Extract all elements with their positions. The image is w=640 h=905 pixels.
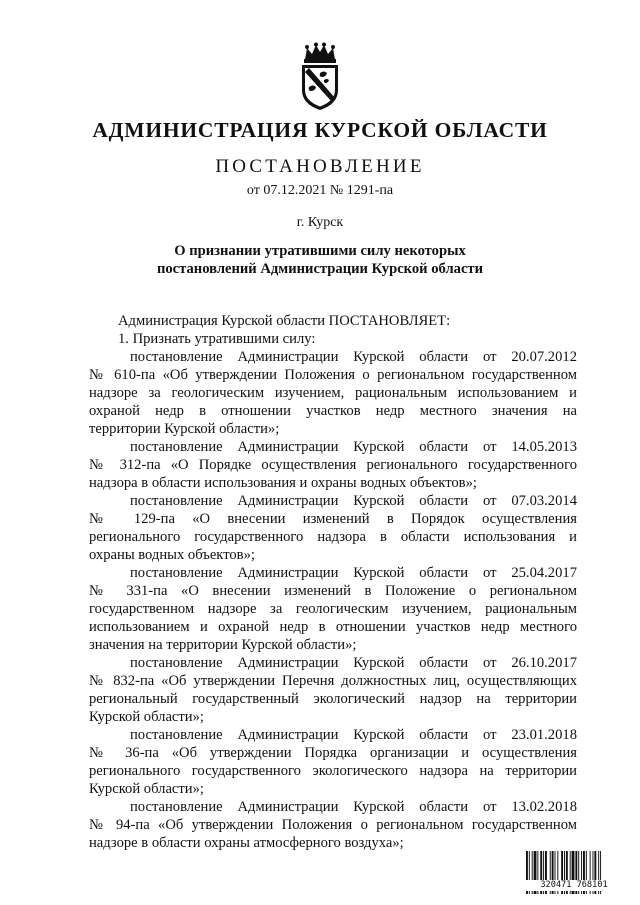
body-line: регионального государственного экологического надзора на территории xyxy=(89,763,577,779)
body-line: постановление Администрации Курской области от 07.03.2014 xyxy=(130,493,577,509)
body-line: Администрация Курской области ПОСТАНОВЛЯЕТ: xyxy=(118,313,451,329)
body-line: № 832-па «Об утверждении Перечня должностных лиц, осуществляющих xyxy=(89,673,577,689)
body-line: постановление Администрации Курской области от 23.01.2018 xyxy=(130,727,577,743)
body-line: № 312-па «О Порядке осуществления регионального государственного xyxy=(89,457,577,473)
body-line: постановление Администрации Курской области от 25.04.2017 xyxy=(130,565,577,581)
body-line: Курской области»; xyxy=(89,781,204,797)
document-body xyxy=(89,312,577,852)
document-type: ПОСТАНОВЛЕНИЕ xyxy=(215,156,425,177)
body-line: охраной недр в отношении участков недр местного значения на xyxy=(89,403,577,419)
body-line: территории Курской области»; xyxy=(89,421,280,437)
barcode-number: 320471 768101 xyxy=(526,880,622,891)
body-line: № 94-па «Об утверждении Положения о региональном государственном xyxy=(89,817,577,833)
document-date-number: от 07.12.2021 № 1291-па xyxy=(246,183,394,198)
body-line: надзоре за геологическим изучением, рациональным использованием и xyxy=(89,385,577,401)
body-line: государственном надзоре за геологическим изучением, рациональным xyxy=(89,601,577,617)
body-line: постановление Администрации Курской области от 13.02.2018 xyxy=(130,799,577,815)
body-line: постановление Администрации Курской области от 20.07.2012 xyxy=(130,349,577,365)
body-line: № 36-па «Об утверждении Порядка организации и осуществления xyxy=(89,745,577,761)
body-line: № 331-па «О внесении изменений в Положение о региональном xyxy=(89,583,577,599)
subject-line: постановлений Администрации Курской области xyxy=(156,261,484,277)
subject-line: О признании утратившими силу некоторых xyxy=(174,243,466,259)
body-line: регионального государственного надзора в области использования и xyxy=(89,529,577,545)
body-line: 1. Признать утратившими силу: xyxy=(118,331,316,347)
body-line: постановление Администрации Курской области от 26.10.2017 xyxy=(130,655,577,671)
document-city: г. Курск xyxy=(296,215,344,230)
body-line: региональный государственный экологический надзор на территории xyxy=(89,691,577,707)
body-line: надзора в области использования и охраны водных объектов»; xyxy=(89,475,477,491)
document-subject xyxy=(0,242,640,278)
body-line: охраны водных объектов»; xyxy=(89,547,255,563)
body-line: надзоре в области охраны атмосферного воздуха»; xyxy=(89,835,404,851)
body-line: Курской области»; xyxy=(89,709,204,725)
organization-title: АДМИНИСТРАЦИЯ КУРСКОЙ ОБЛАСТИ xyxy=(92,118,548,142)
kursk-coat-of-arms-icon xyxy=(297,42,343,112)
body-line: значения на территории Курской области»; xyxy=(89,637,357,653)
body-line: № 129-па «О внесении изменений в Порядок осуществления xyxy=(89,511,577,527)
body-line: использованием и охраной недр в отношении участков недр местного xyxy=(89,619,577,635)
body-line: № 610-па «Об утверждении Положения о региональном государственном xyxy=(89,367,577,383)
body-line: постановление Администрации Курской области от 14.05.2013 xyxy=(130,439,577,455)
